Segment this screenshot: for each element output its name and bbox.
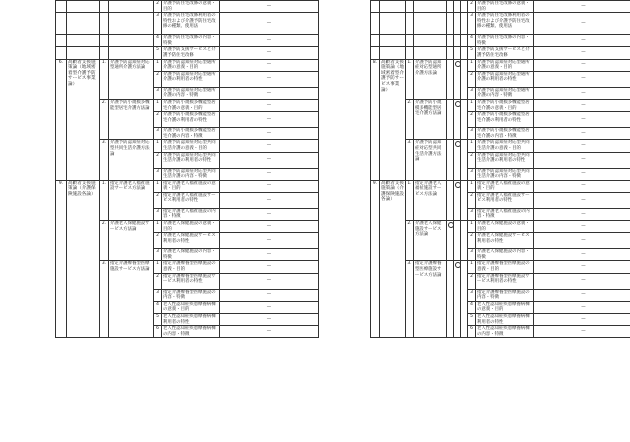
item-text: 介護予防住宅改修の内容・特徴 [476, 35, 534, 47]
subgroup-name: 介護予防認知症対応型共同生活介護方法論 [109, 140, 154, 180]
dash-cell: — [534, 273, 630, 289]
item-text: 指定介護老人福祉施設の意義・目的 [162, 180, 220, 192]
mark-cell [447, 59, 454, 99]
dash-cell: — [220, 301, 319, 313]
mark-cell [454, 59, 461, 99]
subgroup-name: 指定介護療養型医療施設サービス方法論 [109, 261, 154, 338]
dash-cell: — [220, 13, 319, 35]
item-number: 5 [154, 47, 162, 59]
item-text: 介護予防認知症対応型通所介護の内容・特徴 [162, 87, 220, 99]
empty-cell [461, 47, 468, 59]
curriculum-table-right [370, 0, 630, 338]
subgroup-name: 介護予防認知症対応型通所介護方法論 [414, 59, 447, 99]
subgroup-number: 2. [100, 99, 109, 139]
item-number: 2 [154, 152, 162, 168]
item-number: 2 [154, 112, 162, 128]
subgroup-number: 3. [100, 261, 109, 338]
dash-cell: — [220, 99, 319, 111]
item-number: 1 [154, 221, 162, 233]
item-text: 介護予防小規模多機能型居宅介護の内容・特徴 [162, 128, 220, 140]
dash-cell: — [534, 87, 630, 99]
empty-cell [406, 35, 414, 47]
dash-cell: — [220, 168, 319, 180]
empty-cell [454, 35, 461, 47]
dash-cell: — [534, 13, 630, 35]
dash-cell: — [220, 221, 319, 233]
dash-cell: — [220, 233, 319, 249]
item-number: 1 [154, 59, 162, 71]
dash-cell: — [220, 261, 319, 273]
table-row [56, 59, 319, 71]
group-number: 9. [371, 180, 380, 338]
item-number: 5 [468, 47, 476, 59]
dash-cell: — [220, 192, 319, 208]
empty-cell [447, 13, 454, 35]
empty-cell [454, 1, 461, 13]
dash-cell: — [534, 99, 630, 111]
item-number: 3 [468, 128, 476, 140]
table-row [371, 35, 630, 47]
item-text: 指定介護療養型医療施設の内容・特徴 [162, 289, 220, 301]
empty-cell [414, 35, 447, 47]
subgroup-name: 指定介護老人福祉施設サービス方法論 [414, 180, 447, 220]
dash-cell: — [534, 192, 630, 208]
item-number: 2 [154, 233, 162, 249]
mark-cell [447, 221, 454, 261]
empty-cell [371, 1, 380, 13]
dash-cell: — [534, 1, 630, 13]
item-number: 3 [468, 13, 476, 35]
dash-cell: — [534, 180, 630, 192]
item-number: 2 [468, 71, 476, 87]
empty-cell [371, 35, 380, 47]
item-text: 老人性認知症疾患療養病棟の意義・目的 [162, 301, 220, 313]
empty-cell [109, 35, 154, 47]
subgroup-name: 介護予防小規模多機能型居宅介護方法論 [109, 99, 154, 139]
item-number: 3 [468, 168, 476, 180]
item-text: 介護予防小規模多機能型居宅介護の利用者の特性 [162, 112, 220, 128]
empty-cell [461, 35, 468, 47]
subgroup-name: 指定介護療養型医療施設サービス方法論 [414, 261, 447, 338]
item-number: 1 [154, 261, 162, 273]
item-number: 1 [468, 99, 476, 111]
item-number: 5 [468, 314, 476, 326]
dash-cell: — [220, 140, 319, 152]
mark-cell [461, 140, 468, 180]
table-row [371, 59, 630, 71]
item-text: 介護予防認知症対応型通所介護の利用者の特性 [476, 71, 534, 87]
dash-cell: — [534, 289, 630, 301]
item-number: 5 [154, 314, 162, 326]
item-text: 介護予防支援サービスと介護予防住宅改修 [476, 47, 534, 59]
mark-cell [461, 261, 468, 338]
empty-cell [461, 13, 468, 35]
empty-cell [454, 13, 461, 35]
table-row [371, 261, 630, 273]
mark-cell [447, 261, 454, 338]
subgroup-number: 1. [406, 59, 414, 99]
table-row [56, 13, 319, 35]
item-number: 3 [468, 289, 476, 301]
item-number: 3 [154, 289, 162, 301]
table-row [371, 180, 630, 192]
item-text: 介護老人保健施設の内容・特徴 [162, 249, 220, 261]
item-text: 介護予防住宅改修利用者の特性および介護予防住宅改修の種類、使用法 [476, 13, 534, 35]
table-row [56, 180, 319, 192]
empty-cell [100, 13, 109, 35]
empty-cell [56, 35, 67, 47]
dash-cell: — [534, 301, 630, 313]
item-text: 老人性認知症疾患療養病棟の意義・目的 [476, 301, 534, 313]
item-text: 老人性認知症疾患療養病棟利用者の特性 [476, 314, 534, 326]
curriculum-table-left [55, 0, 319, 338]
item-text: 指定介護老人福祉施設の内容・特徴 [162, 208, 220, 220]
item-text: 介護予防住宅改修の内容・特徴 [162, 35, 220, 47]
group-name: 高齢者支援施策論（介護保険施設各論） [67, 180, 100, 338]
item-number: 3 [154, 249, 162, 261]
mark-cell [454, 180, 461, 220]
subgroup-name: 介護老人保健施設サービス方法論 [414, 221, 447, 261]
empty-cell [414, 13, 447, 35]
empty-cell [380, 13, 406, 35]
table-row [371, 99, 630, 111]
empty-cell [109, 13, 154, 35]
item-number: 2 [468, 152, 476, 168]
item-text: 介護予防小規模多機能型居宅介護の意義・目的 [476, 99, 534, 111]
circle-mark-icon [455, 101, 461, 107]
mark-cell [447, 140, 454, 180]
table-row [56, 35, 319, 47]
dash-cell: — [220, 249, 319, 261]
empty-cell [454, 47, 461, 59]
mark-cell [454, 140, 461, 180]
item-number: 3 [154, 87, 162, 99]
item-text: 指定介護老人福祉施設の意義・目的 [476, 180, 534, 192]
item-number: 1 [468, 261, 476, 273]
dash-cell: — [220, 128, 319, 140]
empty-cell [109, 1, 154, 13]
item-number: 6 [468, 326, 476, 338]
empty-cell [109, 47, 154, 59]
item-text: 介護老人保健施設の意義・目的 [162, 221, 220, 233]
dash-cell: — [220, 59, 319, 71]
item-number: 3 [468, 249, 476, 261]
circle-mark-icon [455, 262, 461, 268]
dash-cell: — [534, 140, 630, 152]
item-text: 介護予防住宅改修の意義・目的 [162, 1, 220, 13]
empty-cell [406, 13, 414, 35]
item-text: 指定介護療養型医療施設サービス利用者の特性 [162, 273, 220, 289]
item-number: 4 [154, 301, 162, 313]
dash-cell: — [220, 87, 319, 99]
dash-cell: — [534, 314, 630, 326]
item-text: 老人性認知症疾患療養病棟利用者の特性 [162, 314, 220, 326]
subgroup-number: 3. [406, 261, 414, 338]
dash-cell: — [220, 180, 319, 192]
item-text: 介護予防認知症対応型通所介護の意義・目的 [162, 59, 220, 71]
dash-cell: — [534, 59, 630, 71]
empty-cell [380, 47, 406, 59]
empty-cell [67, 47, 100, 59]
item-number: 3 [154, 208, 162, 220]
item-number: 3 [154, 13, 162, 35]
item-text: 介護老人保健施設の内容・特徴 [476, 249, 534, 261]
empty-cell [380, 1, 406, 13]
dash-cell: — [220, 71, 319, 87]
empty-cell [56, 13, 67, 35]
item-text: 老人性認知症疾患療養病棟の内容・特徴 [162, 326, 220, 338]
item-text: 指定介護老人福祉施設サービス利用者の特性 [476, 192, 534, 208]
subgroup-name: 介護予防小規模多機能型居宅介護方法論 [414, 99, 447, 139]
dash-cell: — [534, 233, 630, 249]
subgroup-number: 3. [100, 140, 109, 180]
item-number: 1 [468, 140, 476, 152]
dash-cell: — [534, 221, 630, 233]
item-number: 4 [468, 35, 476, 47]
mark-cell [461, 221, 468, 261]
mark-cell [454, 261, 461, 338]
group-number: 6. [56, 59, 67, 180]
empty-cell [406, 1, 414, 13]
item-number: 2 [154, 1, 162, 13]
item-number: 3 [154, 128, 162, 140]
subgroup-number: 1. [100, 59, 109, 99]
subgroup-number: 1. [406, 180, 414, 220]
item-number: 2 [468, 192, 476, 208]
item-text: 介護老人保健施設の意義・目的 [476, 221, 534, 233]
dash-cell: — [534, 112, 630, 128]
empty-cell [414, 1, 447, 13]
dash-cell: — [220, 35, 319, 47]
subgroup-number: 2. [100, 221, 109, 261]
dash-cell: — [534, 152, 630, 168]
item-text: 指定介護療養型医療施設の意義・目的 [476, 261, 534, 273]
empty-cell [100, 1, 109, 13]
subgroup-number: 2. [406, 221, 414, 261]
item-number: 2 [154, 273, 162, 289]
empty-cell [380, 35, 406, 47]
mark-cell [461, 180, 468, 220]
dash-cell: — [534, 47, 630, 59]
empty-cell [67, 13, 100, 35]
item-text: 介護予防小規模多機能型居宅介護の利用者の特性 [476, 112, 534, 128]
item-text: 介護予防認知症対応型共同生活介護の利用者の特性 [476, 152, 534, 168]
item-text: 介護予防認知症対応型通所介護の利用者の特性 [162, 71, 220, 87]
subgroup-number: 1. [100, 180, 109, 220]
empty-cell [447, 1, 454, 13]
item-number: 6 [154, 326, 162, 338]
item-text: 介護予防認知症対応型共同生活介護の利用者の特性 [162, 152, 220, 168]
table-row [371, 13, 630, 35]
dash-cell: — [220, 47, 319, 59]
item-number: 3 [468, 208, 476, 220]
table-row [56, 1, 319, 13]
item-number: 4 [154, 35, 162, 47]
dash-cell: — [534, 35, 630, 47]
subgroup-number: 2. [406, 99, 414, 139]
dash-cell: — [534, 168, 630, 180]
group-name: 高齢者支援施策論（地域密着型介護予防サービス事業論） [380, 59, 406, 180]
dash-cell: — [220, 208, 319, 220]
dash-cell: — [220, 152, 319, 168]
item-text: 介護予防認知症対応型通所介護の内容・特徴 [476, 87, 534, 99]
empty-cell [56, 47, 67, 59]
mark-cell [447, 180, 454, 220]
item-text: 介護予防認知症対応型通所介護の意義・目的 [476, 59, 534, 71]
empty-cell [447, 35, 454, 47]
item-number: 1 [468, 221, 476, 233]
item-number: 2 [154, 192, 162, 208]
mark-cell [447, 99, 454, 139]
subgroup-name: 介護老人保健施設サービス方法論 [109, 221, 154, 261]
dash-cell: — [220, 1, 319, 13]
dash-cell: — [220, 314, 319, 326]
empty-cell [100, 35, 109, 47]
item-text: 介護老人保健施設サービス利用者の特性 [162, 233, 220, 249]
dash-cell: — [534, 128, 630, 140]
subgroup-name: 指定介護老人福祉施設サービス方法論 [109, 180, 154, 220]
table-row [371, 1, 630, 13]
table-row [371, 47, 630, 59]
table-row [56, 47, 319, 59]
item-text: 指定介護療養型医療施設の内容・特徴 [476, 289, 534, 301]
item-number: 3 [468, 87, 476, 99]
empty-cell [371, 13, 380, 35]
mark-cell [461, 59, 468, 99]
item-text: 指定介護療養型医療施設の意義・目的 [162, 261, 220, 273]
mark-cell [454, 99, 461, 139]
item-text: 介護予防認知症対応型共同生活介護の内容・特徴 [162, 168, 220, 180]
empty-cell [447, 47, 454, 59]
left-page [55, 0, 318, 442]
item-number: 1 [154, 99, 162, 111]
empty-cell [56, 1, 67, 13]
empty-cell [67, 35, 100, 47]
empty-cell [371, 47, 380, 59]
item-text: 指定介護老人福祉施設の内容・特徴 [476, 208, 534, 220]
empty-cell [461, 1, 468, 13]
item-text: 指定介護老人福祉施設サービス利用者の特性 [162, 192, 220, 208]
item-text: 介護予防支援サービスと介護予防住宅改修 [162, 47, 220, 59]
table-row [371, 140, 630, 152]
item-text: 介護予防認知症対応型共同生活介護の内容・特徴 [476, 168, 534, 180]
dash-cell: — [220, 289, 319, 301]
item-number: 1 [154, 140, 162, 152]
empty-cell [406, 47, 414, 59]
item-text: 老人性認知症疾患療養病棟の内容・特徴 [476, 326, 534, 338]
circle-mark-icon [448, 222, 454, 228]
dash-cell: — [220, 112, 319, 128]
table-row [371, 221, 630, 233]
mark-cell [454, 221, 461, 261]
dash-cell: — [220, 326, 319, 338]
item-text: 介護予防小規模多機能型居宅介護の意義・目的 [162, 99, 220, 111]
item-text: 介護予防小規模多機能型居宅介護の内容・特徴 [476, 128, 534, 140]
item-number: 1 [468, 180, 476, 192]
item-number: 1 [154, 180, 162, 192]
item-number: 2 [468, 273, 476, 289]
item-number: 3 [154, 168, 162, 180]
item-text: 介護予防住宅改修利用者の特性および介護予防住宅改修の種類、使用法 [162, 13, 220, 35]
subgroup-name: 介護予防認知症対応型共同生活介護方法論 [414, 140, 447, 180]
item-text: 介護老人保健施設サービス利用者の特性 [476, 233, 534, 249]
group-name: 高齢者支援施策論（介護保険施設各論） [380, 180, 406, 338]
dash-cell: — [534, 249, 630, 261]
group-name: 高齢者支援施策論（地域密着型介護予防サービス事業論） [67, 59, 100, 180]
item-number: 2 [468, 112, 476, 128]
circle-mark-icon [455, 182, 461, 188]
dash-cell: — [220, 273, 319, 289]
item-number: 4 [468, 301, 476, 313]
item-number: 1 [468, 59, 476, 71]
item-text: 介護予防認知症対応型共同生活介護の意義・目的 [162, 140, 220, 152]
circle-mark-icon [455, 61, 461, 67]
item-number: 2 [468, 1, 476, 13]
item-text: 介護予防認知症対応型共同生活介護の意義・目的 [476, 140, 534, 152]
item-number: 2 [154, 71, 162, 87]
subgroup-number: 3. [406, 140, 414, 180]
dash-cell: — [534, 326, 630, 338]
dash-cell: — [534, 261, 630, 273]
subgroup-name: 介護予防認知症対応型通所介護方法論 [109, 59, 154, 99]
group-number: 9. [56, 180, 67, 338]
circle-mark-icon [455, 141, 461, 147]
group-number: 8. [371, 59, 380, 180]
item-number: 2 [468, 233, 476, 249]
dash-cell: — [534, 71, 630, 87]
dash-cell: — [534, 208, 630, 220]
item-text: 指定介護療養型医療施設サービス利用者の特性 [476, 273, 534, 289]
item-text: 介護予防住宅改修の意義・目的 [476, 1, 534, 13]
empty-cell [67, 1, 100, 13]
right-page [370, 0, 630, 442]
mark-cell [461, 99, 468, 139]
empty-cell [414, 47, 447, 59]
empty-cell [100, 47, 109, 59]
